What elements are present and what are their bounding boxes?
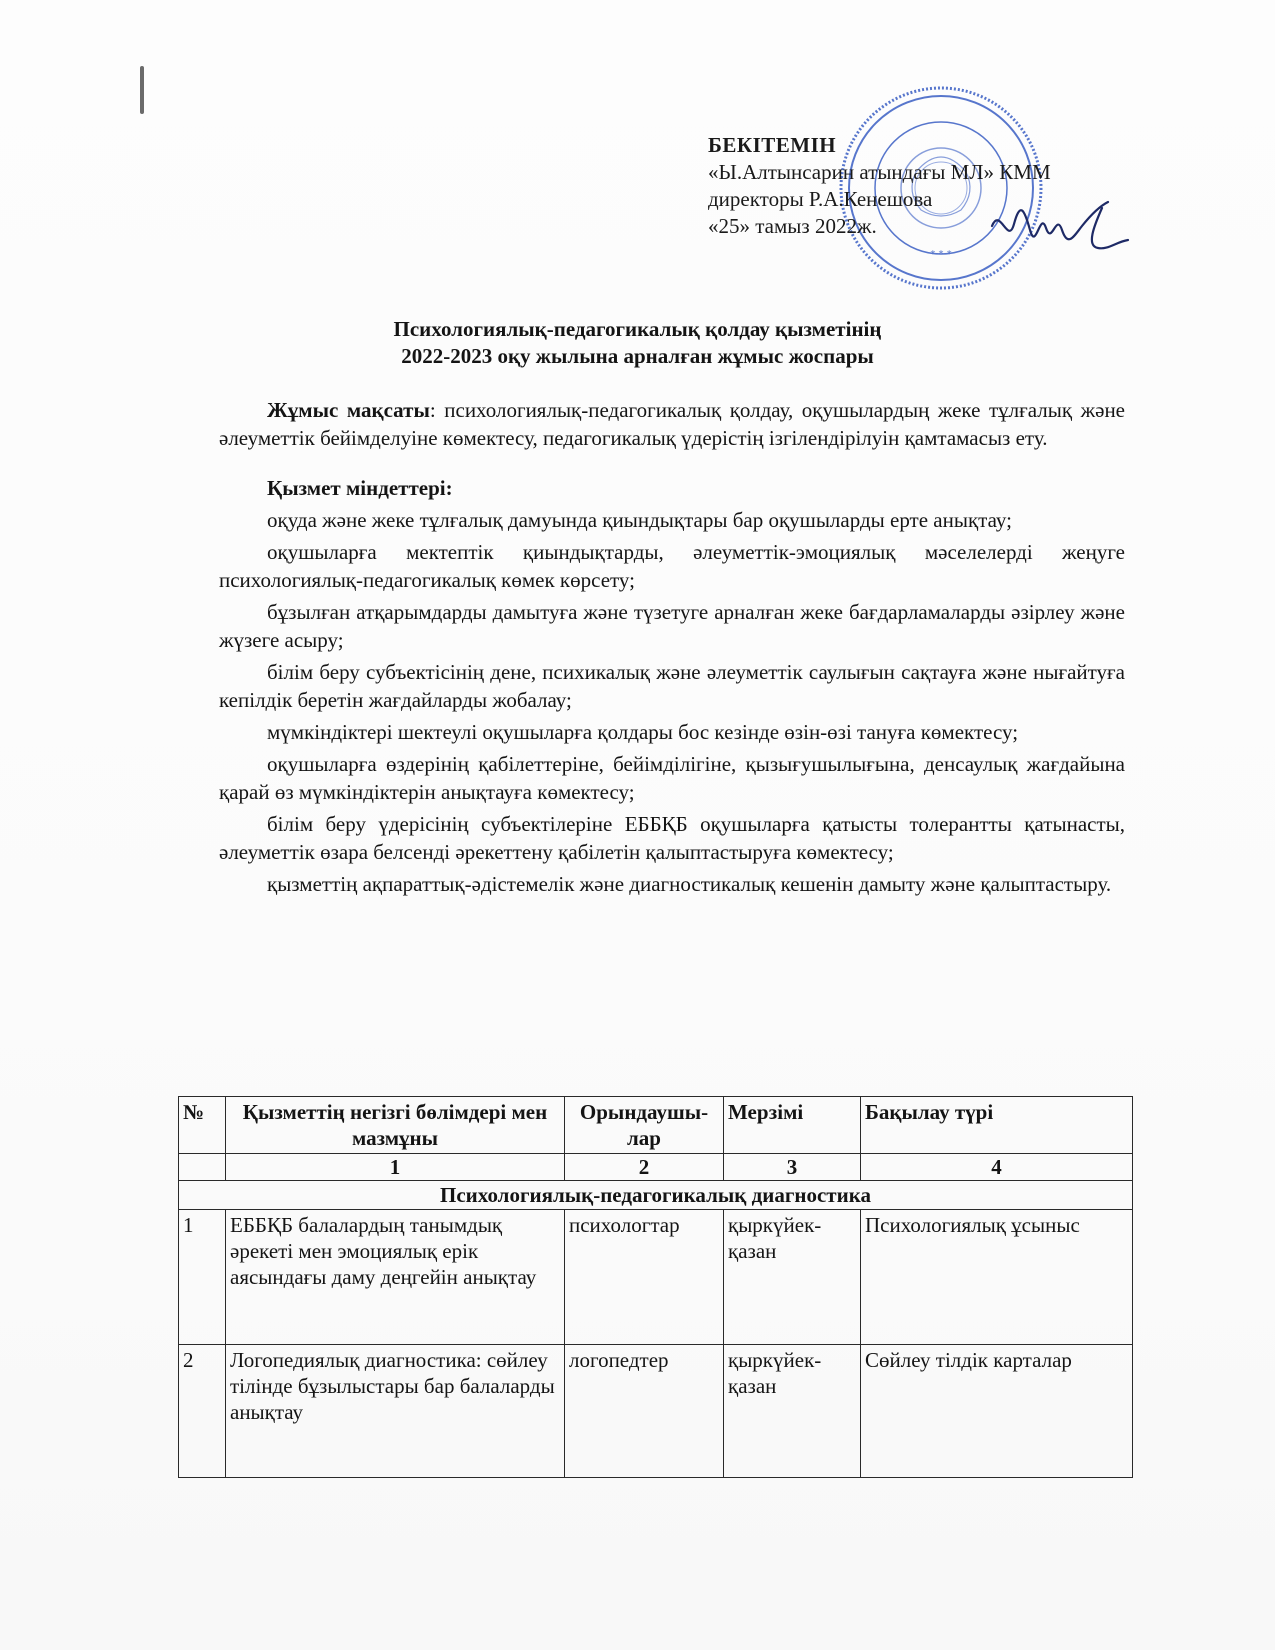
task-item: қызметтің ақпараттық-әдістемелік және диагностикалық кешенін дамыту және қалыптастыру.	[267, 872, 1112, 896]
row-no: 1	[179, 1210, 226, 1345]
row-executors: психологтар	[565, 1210, 724, 1345]
svg-text:* * *: * * *	[930, 249, 952, 260]
task-item: оқушыларға өздерінің қабілеттеріне, бейімділігіне, қызығушылығына, денсаулық жағдайына қарай өз мүмкіндіктерін анықтауға көмектесу;	[219, 752, 1125, 804]
column-number: 4	[861, 1154, 1133, 1181]
header-term: Мерзімі	[724, 1097, 861, 1154]
row-control: Психологиялық ұсыныс	[861, 1210, 1133, 1345]
goal-text: : психологиялық-педагогикалық қолдау, оқушылардың жеке тұлғалық және әлеуметтік бейімделуіне көмектесу, педагогикалық үдерістің ізгілендірілуін қамтамасыз ету.	[219, 398, 1126, 450]
row-content: ЕББҚБ балалардың танымдық әрекеті мен эмоциялық ерік аясындағы даму деңгейін анықтау	[226, 1210, 565, 1345]
column-number-row	[179, 1154, 1133, 1181]
margin-mark	[140, 66, 144, 114]
approval-block	[708, 132, 1051, 240]
table-header-row	[179, 1097, 1133, 1154]
row-term: қыркүйек-қазан	[724, 1345, 861, 1478]
row-control: Сөйлеу тілдік карталар	[861, 1345, 1133, 1478]
approval-date: «25» тамыз 2022ж.	[708, 214, 877, 238]
header-content: Қызметтің негізгі бөлімдері мен мазмұны	[226, 1097, 565, 1154]
task-item: оқуда және жеке тұлғалық дамуында қиындықтары бар оқушыларды ерте анықтау;	[267, 508, 1012, 532]
task-item: мүмкіндіктері шектеулі оқушыларға қолдары бос кезінде өзін-өзі тануға көмектесу;	[267, 720, 1019, 744]
task-item: білім беру субъектісінің дене, психикалық және әлеуметтік саулығын сақтауға және нығайтуға кепілдік беретін жағдайларды жобалау;	[219, 660, 1125, 712]
goal-label: Жұмыс мақсаты	[267, 398, 430, 422]
row-no: 2	[179, 1345, 226, 1478]
title-line-1: Психологиялық-педагогикалық қолдау қызметінің	[393, 317, 882, 341]
column-number: 3	[724, 1154, 861, 1181]
tasks-heading: Қызмет міндеттері:	[267, 476, 453, 500]
row-content: Логопедиялық диагностика: сөйлеу тілінде бұзылыстары бар балаларды анықтау	[226, 1345, 565, 1478]
header-no: №	[179, 1097, 226, 1154]
table-row	[179, 1345, 1133, 1478]
document-body	[219, 396, 1125, 902]
header-executors: Орындаушы-лар	[565, 1097, 724, 1154]
row-term: қыркүйек-қазан	[724, 1210, 861, 1345]
approval-organization: «Ы.Алтынсарин атындағы МЛ» КММ	[708, 160, 1051, 184]
work-plan-table	[178, 1096, 1133, 1478]
goal-paragraph	[219, 396, 1125, 452]
row-executors: логопедтер	[565, 1345, 724, 1478]
task-item: бұзылған атқарымдарды дамытуға және түзетуге арналған жеке бағдарламаларды әзірлеу және жүзеге асыру;	[219, 600, 1125, 652]
header-control: Бақылау түрі	[861, 1097, 1133, 1154]
title-line-2: 2022-2023 оқу жылына арналған жұмыс жоспары	[401, 344, 874, 368]
section-title: Психологиялық-педагогикалық диагностика	[179, 1181, 1133, 1210]
section-row	[179, 1181, 1133, 1210]
column-number: 2	[565, 1154, 724, 1181]
approval-heading: БЕКІТЕМІН	[708, 133, 837, 157]
table-row	[179, 1210, 1133, 1345]
document-title	[0, 316, 1275, 370]
column-number: 1	[226, 1154, 565, 1181]
task-item: білім беру үдерісінің субъектілеріне ЕББҚБ оқушыларға қатысты толерантты қатынасты, әлеуметтік өзара белсенді әрекеттену қабілетін қалыптастыруға көмектесу;	[219, 812, 1125, 864]
task-item: оқушыларға мектептік қиындықтарды, әлеуметтік-эмоциялық мәселелерді жеңуге психологиялық-педагогикалық көмек көрсету;	[219, 540, 1125, 592]
column-number	[179, 1154, 226, 1181]
approval-director: директоры Р.А.Кенешова	[708, 187, 933, 211]
